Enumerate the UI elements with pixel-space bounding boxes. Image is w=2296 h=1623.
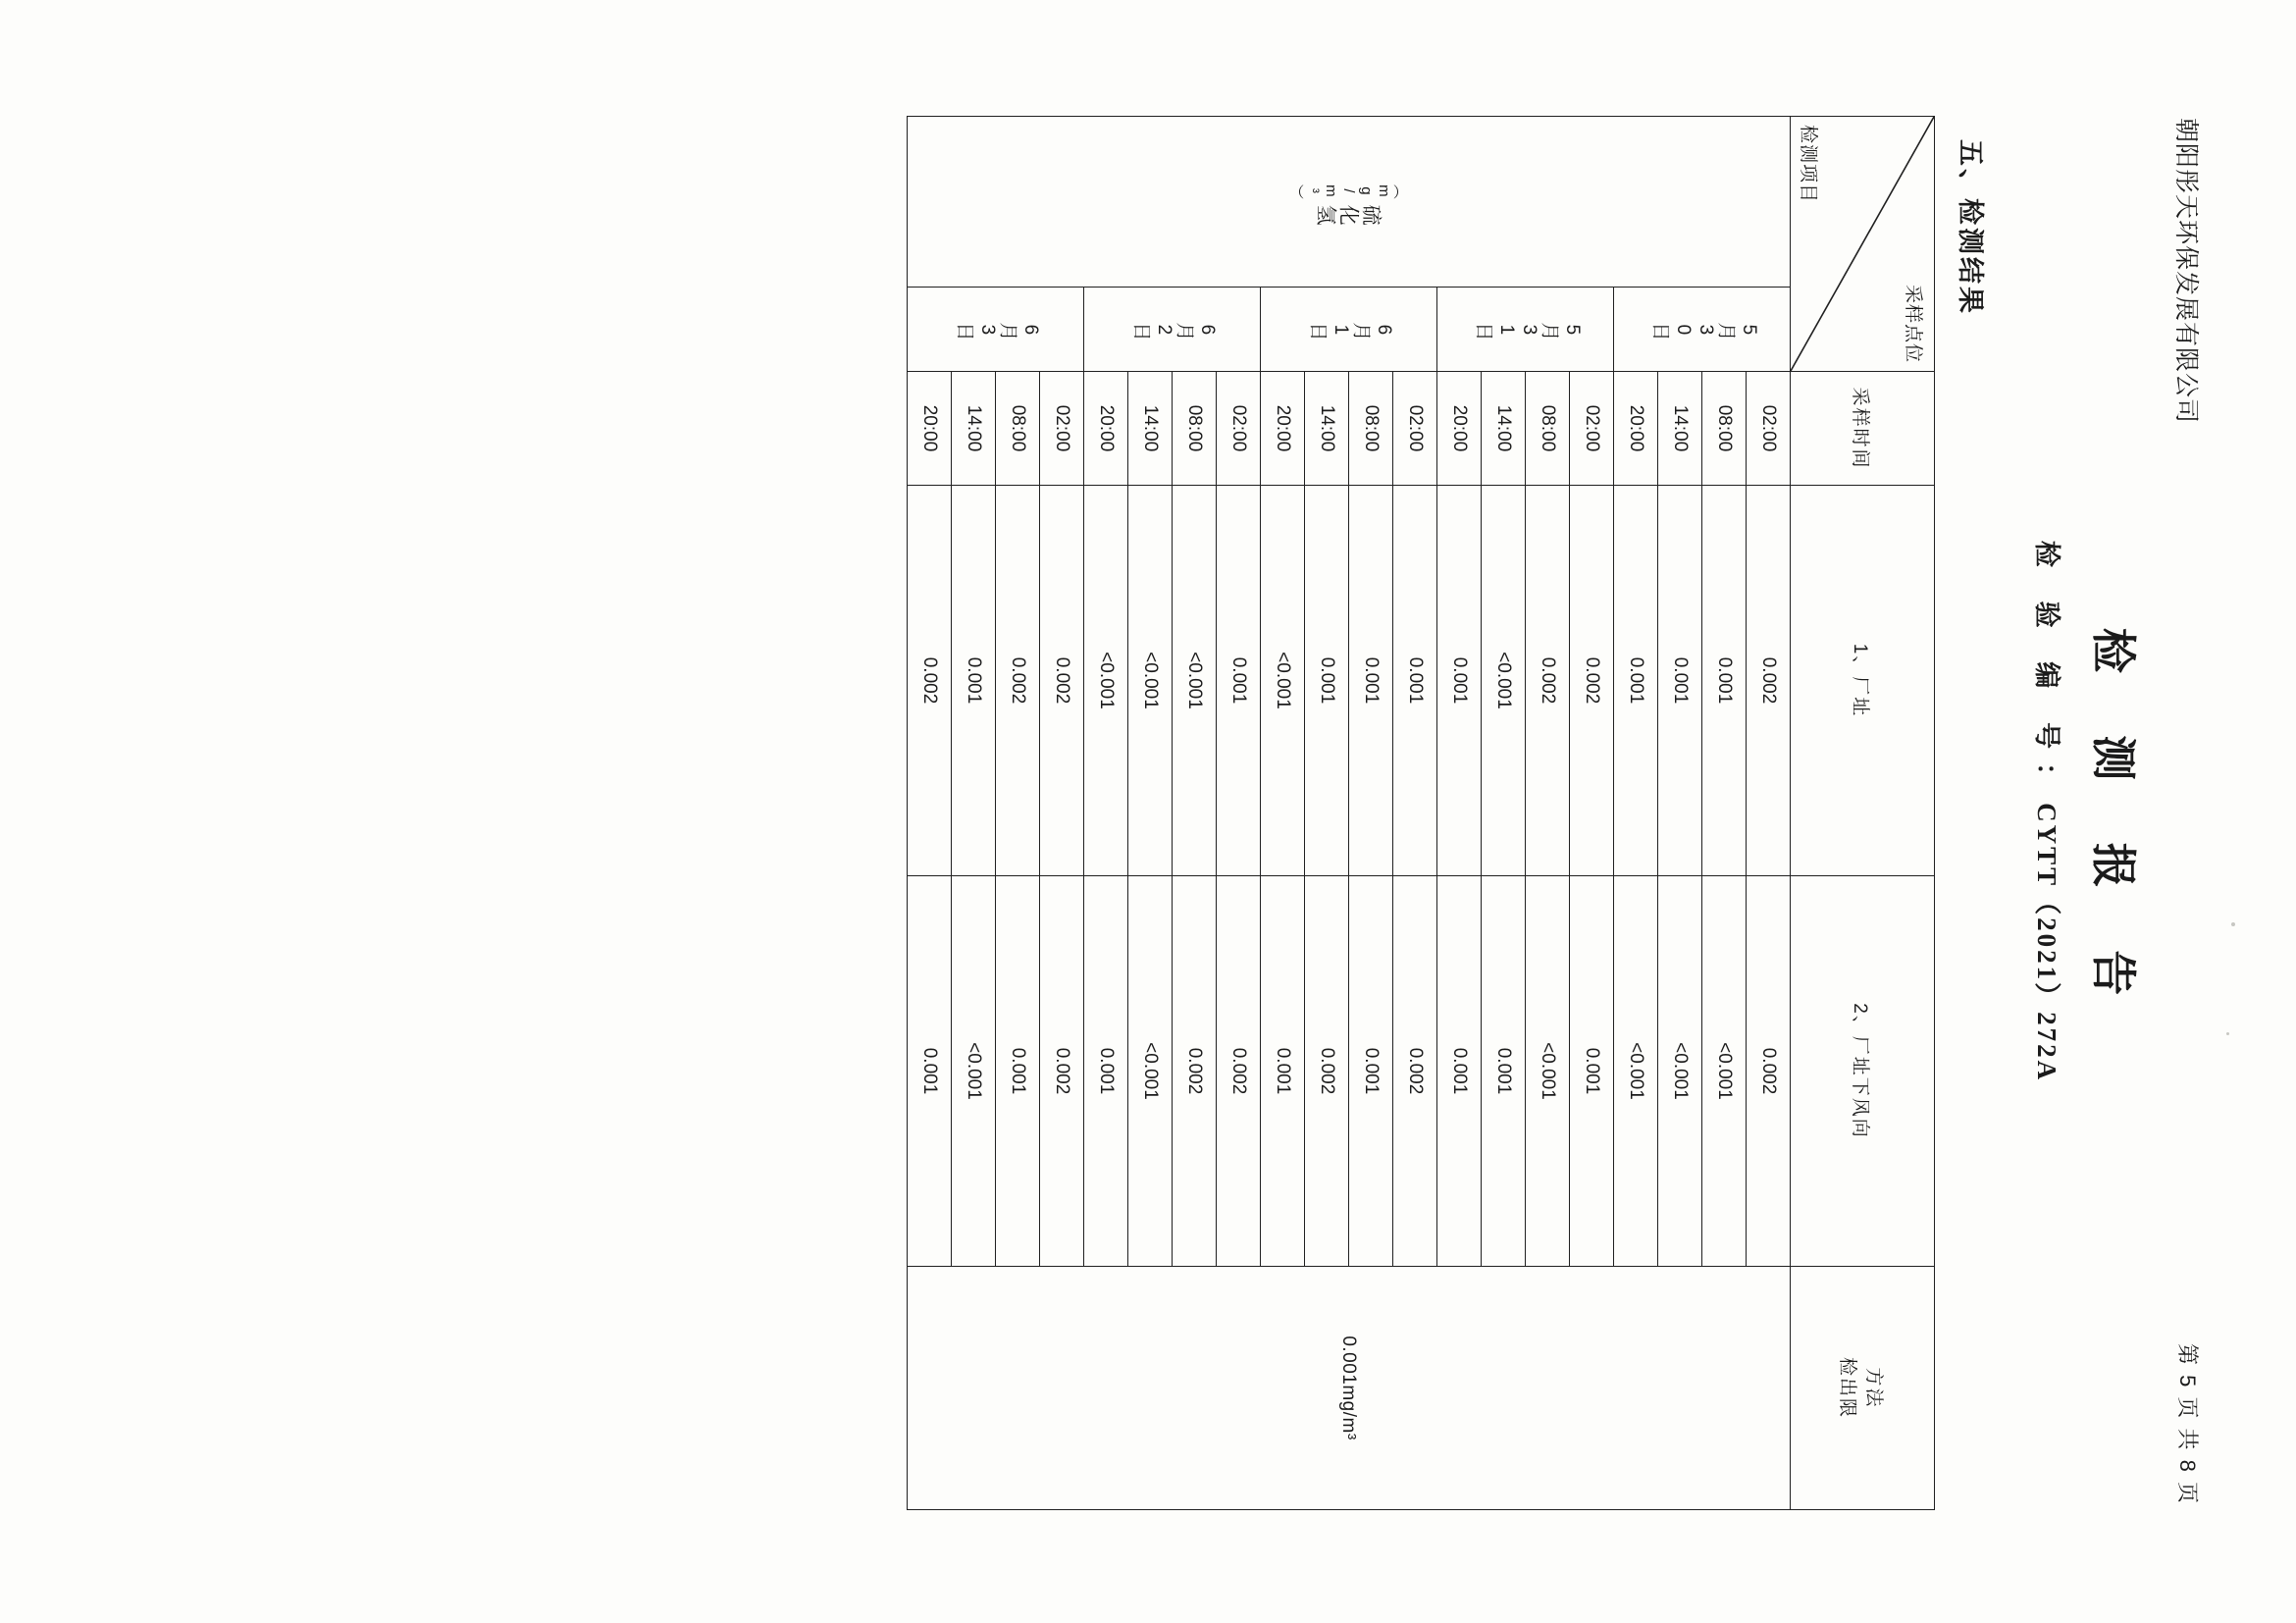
cell-value-site-2: 0.002 bbox=[1173, 876, 1217, 1267]
cell-value-site-2: 0.001 bbox=[1482, 876, 1526, 1267]
cell-value-site-2: <0.001 bbox=[1658, 876, 1702, 1267]
cell-value-site-2: 0.001 bbox=[1261, 876, 1305, 1267]
header-method-lod bbox=[1791, 1267, 1935, 1510]
cell-method-lod: 0.001mg/m³ bbox=[908, 1267, 1791, 1510]
page-number: 第 5 页 共 8 页 bbox=[2175, 1342, 2200, 1505]
cell-sampling-time: 08:00 bbox=[996, 372, 1040, 486]
cell-sampling-time: 20:00 bbox=[1084, 372, 1128, 486]
cell-sampling-time: 08:00 bbox=[1526, 372, 1570, 486]
cell-value-site-2: 0.001 bbox=[996, 876, 1040, 1267]
item-name-text: 硫化氢 bbox=[1315, 202, 1383, 226]
header-site-2: 2、厂址下风向 bbox=[1791, 876, 1935, 1267]
report-number bbox=[2030, 0, 2068, 1623]
cell-sampling-time: 14:00 bbox=[1658, 372, 1702, 486]
header-site-1: 1、厂址 bbox=[1791, 486, 1935, 876]
cell-value-site-1: <0.001 bbox=[1084, 486, 1128, 876]
cell-value-site-2: 0.002 bbox=[1217, 876, 1261, 1267]
date-text: 5月30日 bbox=[1650, 319, 1759, 340]
header-corner-cell bbox=[1791, 117, 1935, 372]
cell-value-site-1: <0.001 bbox=[1128, 486, 1173, 876]
cell-sampling-time: 14:00 bbox=[1128, 372, 1173, 486]
cell-value-site-2: <0.001 bbox=[1526, 876, 1570, 1267]
scan-speck bbox=[2231, 922, 2235, 926]
cell-date bbox=[1084, 288, 1261, 372]
report-number-label: 检 验 编 号： bbox=[2032, 540, 2061, 804]
cell-value-site-1: <0.001 bbox=[1261, 486, 1305, 876]
cell-value-site-1: 0.001 bbox=[1393, 486, 1437, 876]
cell-value-site-2: 0.001 bbox=[1570, 876, 1614, 1267]
cell-value-site-1: 0.001 bbox=[1305, 486, 1349, 876]
cell-item-name bbox=[908, 117, 1791, 288]
cell-value-site-1: 0.001 bbox=[1349, 486, 1393, 876]
cell-value-site-2: 0.002 bbox=[1393, 876, 1437, 1267]
cell-value-site-1: 0.002 bbox=[1570, 486, 1614, 876]
cell-sampling-time: 14:00 bbox=[1482, 372, 1526, 486]
cell-value-site-1: <0.001 bbox=[1173, 486, 1217, 876]
cell-value-site-1: 0.001 bbox=[1437, 486, 1482, 876]
cell-sampling-time: 20:00 bbox=[1614, 372, 1658, 486]
cell-value-site-2: 0.001 bbox=[1437, 876, 1482, 1267]
cell-date bbox=[908, 288, 1084, 372]
cell-value-site-1: 0.002 bbox=[908, 486, 952, 876]
company-name: 朝阳彤天环保发展有限公司 bbox=[2172, 118, 2200, 425]
results-table bbox=[907, 116, 1935, 1510]
cell-sampling-time: 14:00 bbox=[952, 372, 996, 486]
header-method-line1: 方法 bbox=[1863, 1367, 1884, 1409]
cell-value-site-2: <0.001 bbox=[1128, 876, 1173, 1267]
cell-value-site-2: 0.001 bbox=[1349, 876, 1393, 1267]
cell-sampling-time: 02:00 bbox=[1570, 372, 1614, 486]
cell-date bbox=[1261, 288, 1437, 372]
cell-value-site-2: <0.001 bbox=[952, 876, 996, 1267]
table-row bbox=[1747, 117, 1791, 1510]
cell-sampling-time: 20:00 bbox=[908, 372, 952, 486]
cell-sampling-time: 14:00 bbox=[1305, 372, 1349, 486]
table-header-row bbox=[1791, 117, 1935, 1510]
cell-sampling-time: 08:00 bbox=[1349, 372, 1393, 486]
cell-sampling-time: 08:00 bbox=[1173, 372, 1217, 486]
header-corner-bottom-left: 检测项目 bbox=[1798, 125, 1818, 204]
cell-value-site-1: 0.002 bbox=[1040, 486, 1084, 876]
cell-sampling-time: 20:00 bbox=[1261, 372, 1305, 486]
cell-sampling-time: 02:00 bbox=[1393, 372, 1437, 486]
cell-value-site-1: 0.001 bbox=[1702, 486, 1747, 876]
cell-value-site-1: 0.002 bbox=[996, 486, 1040, 876]
cell-value-site-2: 0.001 bbox=[908, 876, 952, 1267]
cell-value-site-1: 0.002 bbox=[1526, 486, 1570, 876]
cell-value-site-1: 0.001 bbox=[1658, 486, 1702, 876]
date-text: 5月31日 bbox=[1474, 319, 1583, 340]
header-corner-top-right: 采样点位 bbox=[1903, 284, 1923, 363]
report-number-value: CYTT（2021）272A bbox=[2032, 803, 2061, 1083]
date-text: 6月1日 bbox=[1308, 319, 1395, 340]
section-heading: 五、检测结果 bbox=[1956, 139, 1985, 316]
report-title: 检 测 报 告 bbox=[2088, 627, 2138, 1021]
date-text: 6月3日 bbox=[955, 319, 1042, 340]
cell-value-site-2: 0.002 bbox=[1040, 876, 1084, 1267]
cell-value-site-1: 0.002 bbox=[1747, 486, 1791, 876]
cell-sampling-time: 20:00 bbox=[1437, 372, 1482, 486]
header-sampling-time: 采样时间 bbox=[1791, 372, 1935, 486]
header-method-line2: 检出限 bbox=[1837, 1356, 1857, 1419]
cell-date bbox=[1614, 288, 1791, 372]
cell-sampling-time: 08:00 bbox=[1702, 372, 1747, 486]
cell-value-site-1: 0.001 bbox=[1217, 486, 1261, 876]
item-unit-text: （mg/m³） bbox=[1288, 182, 1409, 199]
cell-value-site-1: 0.001 bbox=[952, 486, 996, 876]
cell-date bbox=[1437, 288, 1614, 372]
cell-value-site-2: 0.001 bbox=[1084, 876, 1128, 1267]
date-text: 6月2日 bbox=[1131, 319, 1219, 340]
cell-value-site-2: <0.001 bbox=[1614, 876, 1658, 1267]
cell-value-site-1: 0.001 bbox=[1614, 486, 1658, 876]
cell-sampling-time: 02:00 bbox=[1217, 372, 1261, 486]
cell-value-site-2: 0.002 bbox=[1305, 876, 1349, 1267]
cell-sampling-time: 02:00 bbox=[1747, 372, 1791, 486]
scan-speck bbox=[2226, 1032, 2229, 1035]
cell-sampling-time: 02:00 bbox=[1040, 372, 1084, 486]
cell-value-site-2: <0.001 bbox=[1702, 876, 1747, 1267]
cell-value-site-1: <0.001 bbox=[1482, 486, 1526, 876]
cell-value-site-2: 0.002 bbox=[1747, 876, 1791, 1267]
